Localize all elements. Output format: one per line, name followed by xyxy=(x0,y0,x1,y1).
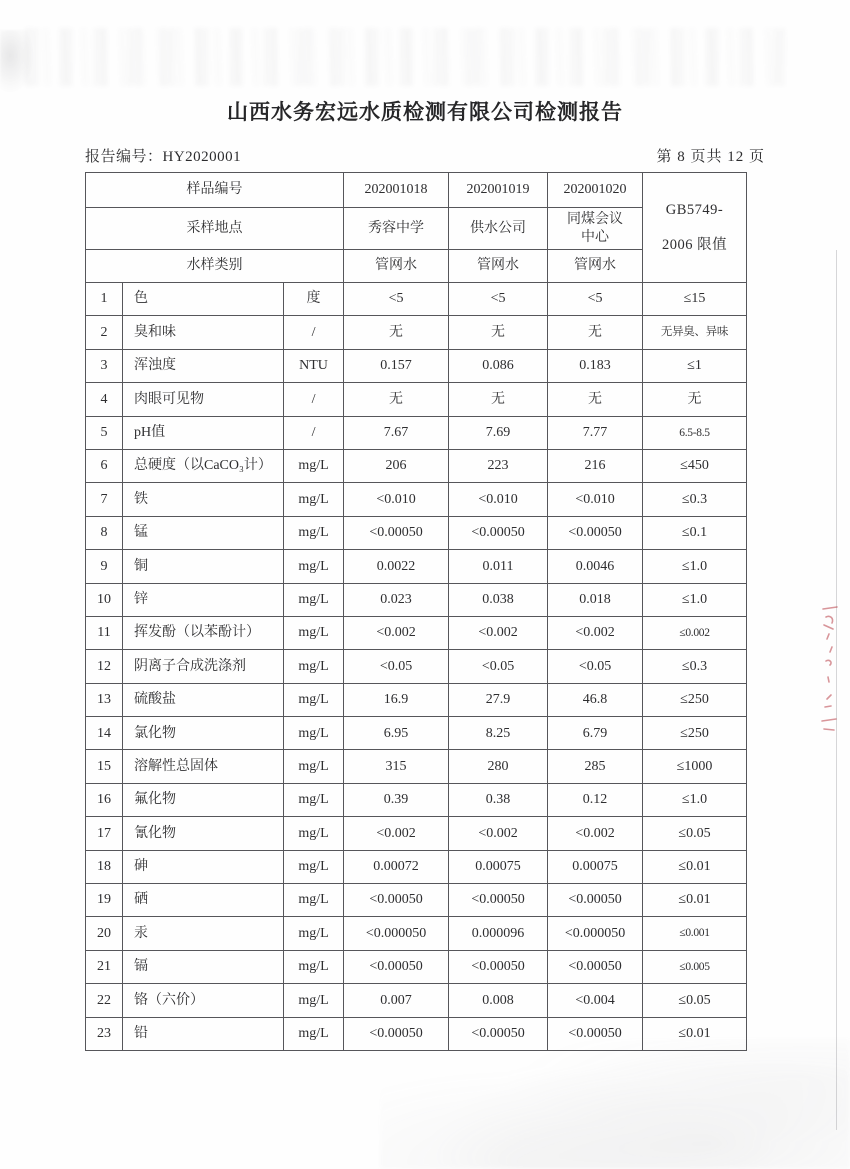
cell-v2: 无 xyxy=(449,316,548,349)
cell-limit: ≤15 xyxy=(643,283,747,316)
table-row xyxy=(86,283,747,316)
table-row xyxy=(86,850,747,883)
table-row xyxy=(86,1017,747,1050)
cell-v2: <0.00050 xyxy=(449,950,548,983)
table-row xyxy=(86,750,747,783)
cell-v1: 16.9 xyxy=(344,683,449,716)
cell-no: 12 xyxy=(86,650,123,683)
cell-no: 17 xyxy=(86,817,123,850)
report-number xyxy=(85,145,241,166)
cell-item: 溶解性总固体 xyxy=(123,750,284,783)
cell-unit: mg/L xyxy=(284,884,344,917)
cell-item: 氯化物 xyxy=(123,717,284,750)
cell-unit: / xyxy=(284,383,344,416)
table-row xyxy=(86,483,747,516)
report-number-value: HY2020001 xyxy=(162,149,242,165)
cell-limit: ≤0.05 xyxy=(643,817,747,850)
cell-v1: 0.00072 xyxy=(344,850,449,883)
report-number-label: 报告编号： xyxy=(85,149,163,165)
cell-v1: 6.95 xyxy=(344,717,449,750)
cell-limit: ≤1000 xyxy=(643,750,747,783)
cell-v1: 0.007 xyxy=(344,984,449,1017)
cell-no: 20 xyxy=(86,917,123,950)
cell-item: 铜 xyxy=(123,550,284,583)
cell-v1: 0.39 xyxy=(344,783,449,816)
red-seal-stamp-fragment xyxy=(817,603,845,748)
cell-unit: mg/L xyxy=(284,483,344,516)
cell-v2: <0.00050 xyxy=(449,516,548,549)
cell-v2: 0.38 xyxy=(449,783,548,816)
cell-item: 浑浊度 xyxy=(123,349,284,382)
cell-v3: <0.00050 xyxy=(548,950,643,983)
cell-limit: ≤0.01 xyxy=(643,884,747,917)
cell-item: 硫酸盐 xyxy=(123,683,284,716)
cell-item: 肉眼可见物 xyxy=(123,383,284,416)
cell-no: 3 xyxy=(86,349,123,382)
cell-limit: 6.5-8.5 xyxy=(643,416,747,449)
cell-item: 锰 xyxy=(123,516,284,549)
table-row xyxy=(86,783,747,816)
cell-unit: mg/L xyxy=(284,850,344,883)
cell-v1: 206 xyxy=(344,449,449,482)
cell-unit: mg/L xyxy=(284,1017,344,1050)
sample-location-3: 同煤会议中心 xyxy=(548,208,643,250)
cell-v1: <5 xyxy=(344,283,449,316)
cell-item: 臭和味 xyxy=(123,316,284,349)
table-row xyxy=(86,984,747,1017)
cell-v2: <5 xyxy=(449,283,548,316)
header-label-sample-no: 样品编号 xyxy=(86,173,344,208)
sample-number-3: 202001020 xyxy=(548,173,643,208)
cell-v1: <0.010 xyxy=(344,483,449,516)
cell-no: 22 xyxy=(86,984,123,1017)
cell-unit: mg/L xyxy=(284,616,344,649)
cell-item: 总硬度（以CaCO₃计） xyxy=(123,449,284,482)
cell-v1: 无 xyxy=(344,316,449,349)
cell-unit: 度 xyxy=(284,283,344,316)
cell-unit: mg/L xyxy=(284,717,344,750)
cell-item: 汞 xyxy=(123,917,284,950)
cell-v2: 0.011 xyxy=(449,550,548,583)
cell-v1: <0.00050 xyxy=(344,1017,449,1050)
cell-v3: 216 xyxy=(548,449,643,482)
cell-v3: 6.79 xyxy=(548,717,643,750)
cell-v2: <0.002 xyxy=(449,817,548,850)
table-row xyxy=(86,917,747,950)
cell-unit: mg/L xyxy=(284,783,344,816)
cell-v1: 无 xyxy=(344,383,449,416)
cell-no: 7 xyxy=(86,483,123,516)
cell-v2: 无 xyxy=(449,383,548,416)
cell-v2: <0.002 xyxy=(449,616,548,649)
limit-column-header xyxy=(643,173,747,283)
cell-no: 19 xyxy=(86,884,123,917)
water-type-3: 管网水 xyxy=(548,250,643,283)
header-label-water-type: 水样类别 xyxy=(86,250,344,283)
cell-v3: <0.002 xyxy=(548,616,643,649)
cell-v3: <0.004 xyxy=(548,984,643,1017)
water-quality-results-table xyxy=(85,172,747,1051)
cell-limit: ≤0.3 xyxy=(643,483,747,516)
header-label-location: 采样地点 xyxy=(86,208,344,250)
results-table-body xyxy=(86,283,747,1051)
header-row-sample-no xyxy=(86,173,747,208)
cell-limit: 无异臭、异味 xyxy=(643,316,747,349)
cell-v2: <0.00050 xyxy=(449,884,548,917)
table-row xyxy=(86,650,747,683)
cell-v3: <5 xyxy=(548,283,643,316)
cell-no: 11 xyxy=(86,616,123,649)
cell-v1: <0.000050 xyxy=(344,917,449,950)
cell-v2: 0.00075 xyxy=(449,850,548,883)
cell-v3: 0.183 xyxy=(548,349,643,382)
table-row xyxy=(86,416,747,449)
cell-unit: mg/L xyxy=(284,583,344,616)
cell-unit: / xyxy=(284,416,344,449)
cell-unit: mg/L xyxy=(284,917,344,950)
cell-v1: <0.002 xyxy=(344,817,449,850)
cell-v2: <0.05 xyxy=(449,650,548,683)
cell-limit: ≤450 xyxy=(643,449,747,482)
cell-v2: 27.9 xyxy=(449,683,548,716)
cell-no: 8 xyxy=(86,516,123,549)
sample-location-2: 供水公司 xyxy=(449,208,548,250)
cell-v1: 0.023 xyxy=(344,583,449,616)
cell-limit: 无 xyxy=(643,383,747,416)
cell-unit: mg/L xyxy=(284,984,344,1017)
cell-v3: 0.0046 xyxy=(548,550,643,583)
table-row xyxy=(86,583,747,616)
cell-item: 铬（六价） xyxy=(123,984,284,1017)
cell-v1: <0.00050 xyxy=(344,516,449,549)
sample-location-1: 秀容中学 xyxy=(344,208,449,250)
page-indicator: 第 8 页共 12 页 xyxy=(656,149,765,165)
cell-v2: 280 xyxy=(449,750,548,783)
cell-unit: / xyxy=(284,316,344,349)
cell-item: 阴离子合成洗涤剂 xyxy=(123,650,284,683)
cell-limit: ≤0.005 xyxy=(643,950,747,983)
limit-header-line1: GB5749- xyxy=(665,202,724,219)
cell-no: 18 xyxy=(86,850,123,883)
cell-v3: <0.00050 xyxy=(548,1017,643,1050)
cell-item: 锌 xyxy=(123,583,284,616)
cell-unit: mg/L xyxy=(284,683,344,716)
cell-unit: mg/L xyxy=(284,750,344,783)
cell-no: 6 xyxy=(86,449,123,482)
cell-unit: mg/L xyxy=(284,950,344,983)
cell-unit: mg/L xyxy=(284,449,344,482)
cell-v3: <0.010 xyxy=(548,483,643,516)
cell-v1: 0.0022 xyxy=(344,550,449,583)
cell-v2: 0.008 xyxy=(449,984,548,1017)
cell-limit: ≤1.0 xyxy=(643,550,747,583)
cell-no: 21 xyxy=(86,950,123,983)
cell-no: 1 xyxy=(86,283,123,316)
cell-limit: ≤0.001 xyxy=(643,917,747,950)
scan-smudge-artifact xyxy=(380,1039,850,1169)
cell-item: pH值 xyxy=(123,416,284,449)
cell-unit: mg/L xyxy=(284,650,344,683)
water-type-1: 管网水 xyxy=(344,250,449,283)
cell-item: 氟化物 xyxy=(123,783,284,816)
cell-limit: ≤1.0 xyxy=(643,783,747,816)
cell-no: 14 xyxy=(86,717,123,750)
cell-limit: ≤1 xyxy=(643,349,747,382)
table-header-body xyxy=(86,173,747,283)
cell-v1: <0.002 xyxy=(344,616,449,649)
cell-v1: <0.00050 xyxy=(344,950,449,983)
cell-no: 2 xyxy=(86,316,123,349)
limit-header-gap xyxy=(645,220,744,236)
cell-no: 5 xyxy=(86,416,123,449)
water-type-2: 管网水 xyxy=(449,250,548,283)
cell-limit: ≤1.0 xyxy=(643,583,747,616)
cell-v1: <0.00050 xyxy=(344,884,449,917)
cell-v3: <0.05 xyxy=(548,650,643,683)
cell-v2: <0.00050 xyxy=(449,1017,548,1050)
cell-no: 9 xyxy=(86,550,123,583)
cell-unit: mg/L xyxy=(284,550,344,583)
cell-v2: 8.25 xyxy=(449,717,548,750)
table-row xyxy=(86,884,747,917)
cell-v3: 0.00075 xyxy=(548,850,643,883)
cell-v1: <0.05 xyxy=(344,650,449,683)
cell-item: 铁 xyxy=(123,483,284,516)
cell-limit: ≤0.01 xyxy=(643,850,747,883)
cell-no: 23 xyxy=(86,1017,123,1050)
cell-unit: mg/L xyxy=(284,516,344,549)
table-row xyxy=(86,950,747,983)
report-meta-row xyxy=(85,145,765,166)
table-row xyxy=(86,383,747,416)
cell-v3: 0.12 xyxy=(548,783,643,816)
cell-item: 铅 xyxy=(123,1017,284,1050)
cell-unit: mg/L xyxy=(284,817,344,850)
cell-v3: <0.00050 xyxy=(548,884,643,917)
cell-item: 氰化物 xyxy=(123,817,284,850)
cell-v3: 46.8 xyxy=(548,683,643,716)
cell-item: 色 xyxy=(123,283,284,316)
cell-item: 挥发酚（以苯酚计） xyxy=(123,616,284,649)
cell-v2: 0.000096 xyxy=(449,917,548,950)
cell-limit: ≤250 xyxy=(643,717,747,750)
cell-no: 4 xyxy=(86,383,123,416)
scan-noise-artifact xyxy=(25,28,785,86)
cell-no: 15 xyxy=(86,750,123,783)
cell-v3: 0.018 xyxy=(548,583,643,616)
sample-number-2: 202001019 xyxy=(449,173,548,208)
cell-v2: 0.038 xyxy=(449,583,548,616)
cell-v3: <0.00050 xyxy=(548,516,643,549)
cell-v1: 0.157 xyxy=(344,349,449,382)
cell-item: 硒 xyxy=(123,884,284,917)
cell-v3: 7.77 xyxy=(548,416,643,449)
table-row xyxy=(86,316,747,349)
table-row xyxy=(86,817,747,850)
report-title: 山西水务宏远水质检测有限公司检测报告 xyxy=(227,100,623,124)
cell-v3: 无 xyxy=(548,316,643,349)
cell-v3: <0.002 xyxy=(548,817,643,850)
cell-limit: ≤0.01 xyxy=(643,1017,747,1050)
sample-number-1: 202001018 xyxy=(344,173,449,208)
cell-v2: 0.086 xyxy=(449,349,548,382)
cell-limit: ≤0.002 xyxy=(643,616,747,649)
cell-no: 16 xyxy=(86,783,123,816)
table-row xyxy=(86,516,747,549)
cell-unit: NTU xyxy=(284,349,344,382)
cell-item: 砷 xyxy=(123,850,284,883)
table-row xyxy=(86,717,747,750)
scan-smudge-artifact xyxy=(0,30,34,94)
table-row xyxy=(86,349,747,382)
table-row xyxy=(86,683,747,716)
cell-v1: 7.67 xyxy=(344,416,449,449)
cell-limit: ≤250 xyxy=(643,683,747,716)
table-row xyxy=(86,616,747,649)
table-row xyxy=(86,550,747,583)
cell-v1: 315 xyxy=(344,750,449,783)
cell-no: 10 xyxy=(86,583,123,616)
cell-v3: 无 xyxy=(548,383,643,416)
cell-v3: <0.000050 xyxy=(548,917,643,950)
cell-limit: ≤0.1 xyxy=(643,516,747,549)
cell-item: 镉 xyxy=(123,950,284,983)
cell-v2: <0.010 xyxy=(449,483,548,516)
cell-no: 13 xyxy=(86,683,123,716)
cell-limit: ≤0.3 xyxy=(643,650,747,683)
limit-header-line2: 2006 限值 xyxy=(661,236,728,253)
cell-limit: ≤0.05 xyxy=(643,984,747,1017)
cell-v2: 223 xyxy=(449,449,548,482)
table-row xyxy=(86,449,747,482)
cell-v3: 285 xyxy=(548,750,643,783)
cell-v2: 7.69 xyxy=(449,416,548,449)
